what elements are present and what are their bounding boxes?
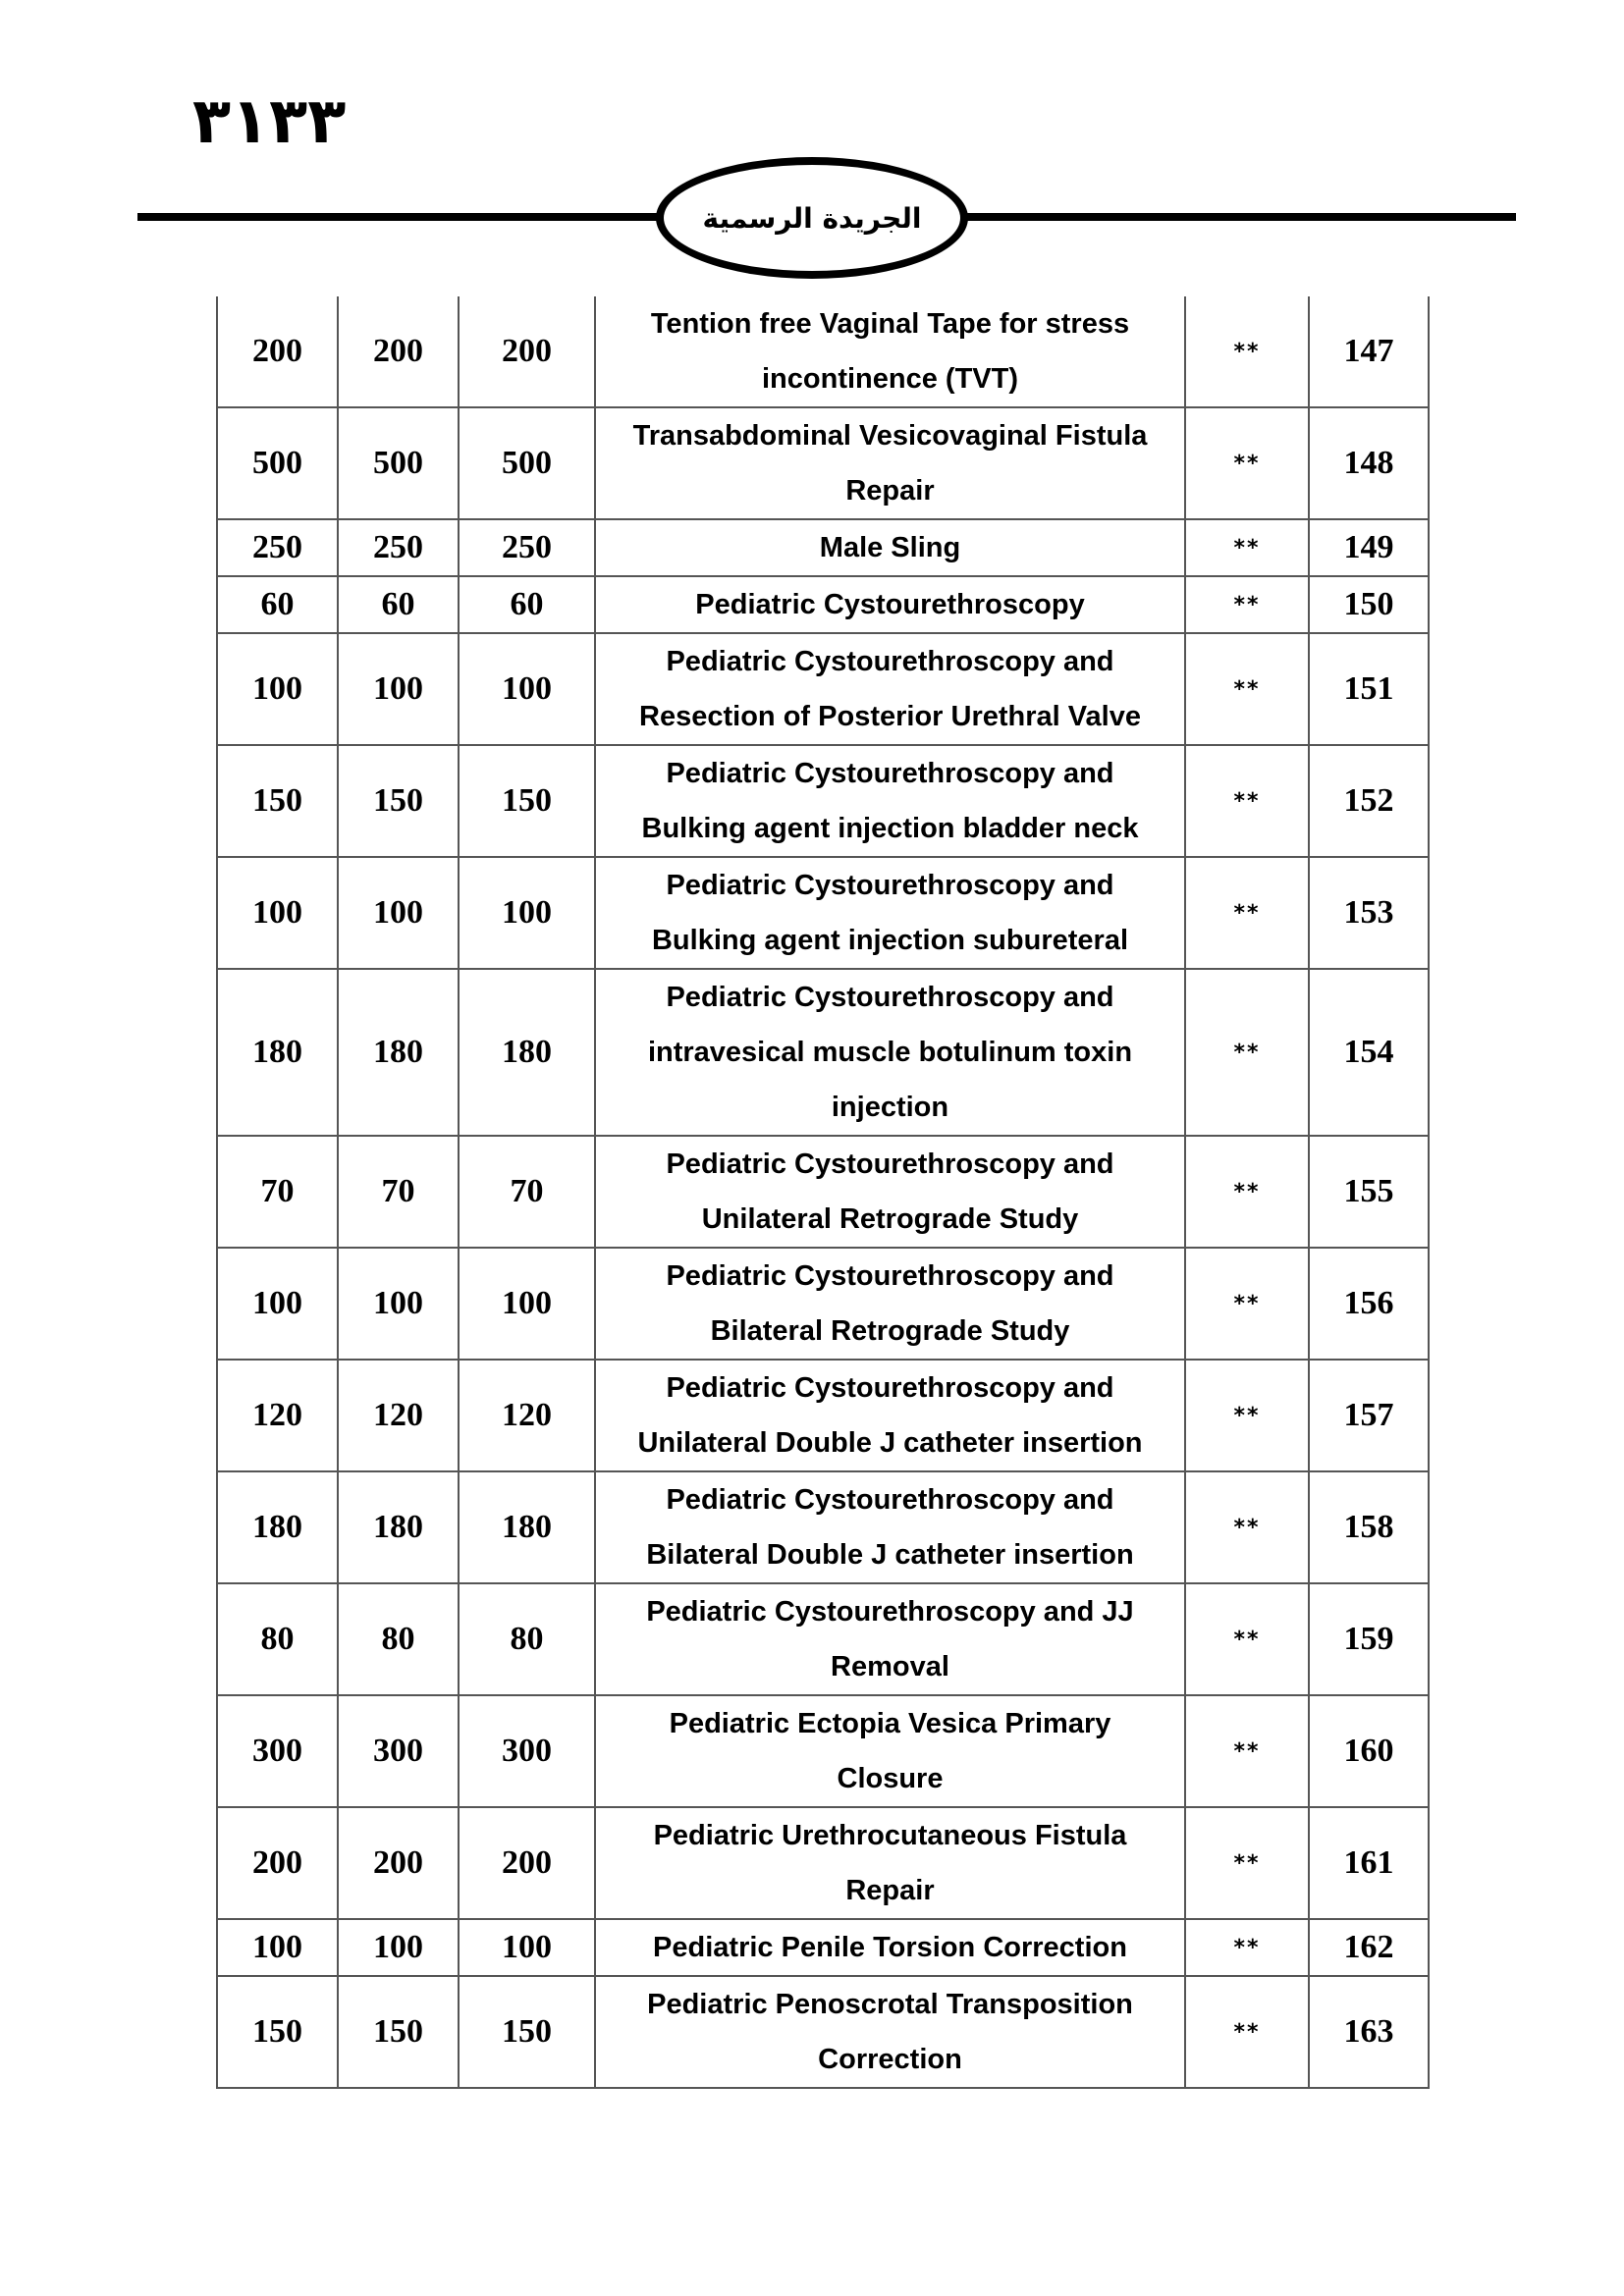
fee-cell-1: 120 xyxy=(217,1360,338,1471)
item-number: 149 xyxy=(1309,519,1429,576)
fee-cell-1: 200 xyxy=(217,296,338,407)
fee-cell-3: 100 xyxy=(459,1248,595,1360)
asterisk-mark: ** xyxy=(1185,407,1309,519)
item-number: 155 xyxy=(1309,1136,1429,1248)
asterisk-mark: ** xyxy=(1185,1583,1309,1695)
item-number: 162 xyxy=(1309,1919,1429,1976)
fee-cell-3: 150 xyxy=(459,745,595,857)
procedure-description xyxy=(595,1583,1185,1695)
table-row xyxy=(217,1471,1429,1583)
fee-cell-3: 80 xyxy=(459,1583,595,1695)
page-number: ٣١٣٣ xyxy=(192,85,347,158)
procedure-description-line: Removal xyxy=(831,1651,949,1682)
fee-cell-1: 60 xyxy=(217,576,338,633)
header-rule-left xyxy=(137,213,660,221)
fee-cell-3: 300 xyxy=(459,1695,595,1807)
fee-cell-1: 150 xyxy=(217,745,338,857)
fee-cell-3: 120 xyxy=(459,1360,595,1471)
procedure-description-line: Pediatric Cystourethroscopy and xyxy=(666,1484,1114,1516)
procedure-description-line: Pediatric Ectopia Vesica Primary xyxy=(669,1708,1111,1739)
procedure-description-line: Unilateral Retrograde Study xyxy=(701,1203,1079,1235)
fee-cell-2: 70 xyxy=(338,1136,459,1248)
asterisk-mark: ** xyxy=(1185,1695,1309,1807)
asterisk-mark: ** xyxy=(1185,1976,1309,2088)
fee-cell-1: 100 xyxy=(217,857,338,969)
procedure-description-line: injection xyxy=(831,1092,949,1123)
procedure-description xyxy=(595,1360,1185,1471)
procedure-description-line: Male Sling xyxy=(819,532,961,563)
procedure-description xyxy=(595,969,1185,1136)
table-row xyxy=(217,1695,1429,1807)
procedure-description-line: Pediatric Cystourethroscopy and xyxy=(666,982,1114,1013)
procedure-description xyxy=(595,296,1185,407)
table-row xyxy=(217,407,1429,519)
fee-cell-1: 150 xyxy=(217,1976,338,2088)
fee-cell-3: 60 xyxy=(459,576,595,633)
fee-cell-2: 200 xyxy=(338,296,459,407)
procedure-description-line: incontinence (TVT) xyxy=(762,363,1018,395)
procedure-description-line: Repair xyxy=(845,475,935,507)
item-number: 160 xyxy=(1309,1695,1429,1807)
fee-cell-2: 80 xyxy=(338,1583,459,1695)
item-number: 150 xyxy=(1309,576,1429,633)
table-row xyxy=(217,1583,1429,1695)
procedure-description xyxy=(595,633,1185,745)
fee-cell-2: 300 xyxy=(338,1695,459,1807)
fee-cell-2: 180 xyxy=(338,969,459,1136)
procedure-description-line: Pediatric Cystourethroscopy and xyxy=(666,1372,1114,1404)
fee-cell-2: 250 xyxy=(338,519,459,576)
fee-cell-3: 100 xyxy=(459,857,595,969)
procedure-description-line: Pediatric Cystourethroscopy and xyxy=(666,646,1114,677)
procedure-description-line: Closure xyxy=(837,1763,944,1794)
procedure-description xyxy=(595,1248,1185,1360)
procedure-description xyxy=(595,1807,1185,1919)
procedure-description-line: Transabdominal Vesicovaginal Fistula xyxy=(632,420,1148,452)
header-oval xyxy=(656,157,968,279)
fee-cell-1: 200 xyxy=(217,1807,338,1919)
fee-cell-3: 150 xyxy=(459,1976,595,2088)
procedure-description xyxy=(595,1136,1185,1248)
fee-cell-1: 250 xyxy=(217,519,338,576)
fee-cell-3: 180 xyxy=(459,969,595,1136)
table-row xyxy=(217,1248,1429,1360)
fee-cell-1: 80 xyxy=(217,1583,338,1695)
procedure-description xyxy=(595,745,1185,857)
procedure-description-line: Pediatric Cystourethroscopy and xyxy=(666,758,1114,789)
asterisk-mark: ** xyxy=(1185,296,1309,407)
fee-cell-2: 100 xyxy=(338,633,459,745)
publication-title: الجريدة الرسمية xyxy=(702,201,922,235)
procedure-description-line: Repair xyxy=(845,1875,935,1906)
asterisk-mark: ** xyxy=(1185,1919,1309,1976)
table-row xyxy=(217,1807,1429,1919)
table-row xyxy=(217,1976,1429,2088)
fee-cell-3: 180 xyxy=(459,1471,595,1583)
fee-cell-1: 180 xyxy=(217,969,338,1136)
item-number: 157 xyxy=(1309,1360,1429,1471)
fee-cell-1: 500 xyxy=(217,407,338,519)
table-row xyxy=(217,969,1429,1136)
asterisk-mark: ** xyxy=(1185,745,1309,857)
item-number: 151 xyxy=(1309,633,1429,745)
procedure-description-line: intravesical muscle botulinum toxin xyxy=(647,1037,1133,1068)
item-number: 154 xyxy=(1309,969,1429,1136)
asterisk-mark: ** xyxy=(1185,1360,1309,1471)
item-number: 158 xyxy=(1309,1471,1429,1583)
fee-cell-1: 100 xyxy=(217,1919,338,1976)
procedure-description xyxy=(595,1695,1185,1807)
procedure-description-line: Pediatric Cystourethroscopy and xyxy=(666,1260,1114,1292)
item-number: 159 xyxy=(1309,1583,1429,1695)
fee-cell-2: 150 xyxy=(338,745,459,857)
table-row xyxy=(217,576,1429,633)
table-row xyxy=(217,296,1429,407)
procedure-description-line: Correction xyxy=(818,2044,962,2075)
item-number: 152 xyxy=(1309,745,1429,857)
procedure-description-line: Bulking agent injection bladder neck xyxy=(641,813,1139,844)
procedure-description-line: Pediatric Urethrocutaneous Fistula xyxy=(653,1820,1127,1851)
procedure-description xyxy=(595,519,1185,576)
fee-cell-2: 500 xyxy=(338,407,459,519)
procedure-description-line: Pediatric Cystourethroscopy and xyxy=(666,870,1114,901)
fee-cell-2: 60 xyxy=(338,576,459,633)
fee-cell-3: 70 xyxy=(459,1136,595,1248)
procedure-description-line: Pediatric Penoscrotal Transposition xyxy=(647,1989,1133,2020)
fee-cell-2: 150 xyxy=(338,1976,459,2088)
asterisk-mark: ** xyxy=(1185,1807,1309,1919)
procedure-description-line: Bulking agent injection subureteral xyxy=(651,925,1128,956)
procedure-description xyxy=(595,1919,1185,1976)
fee-cell-2: 120 xyxy=(338,1360,459,1471)
table-row xyxy=(217,633,1429,745)
procedure-description-line: Bilateral Retrograde Study xyxy=(710,1315,1070,1347)
fee-cell-2: 100 xyxy=(338,1919,459,1976)
procedure-description xyxy=(595,1976,1185,2088)
item-number: 163 xyxy=(1309,1976,1429,2088)
item-number: 161 xyxy=(1309,1807,1429,1919)
asterisk-mark: ** xyxy=(1185,1248,1309,1360)
item-number: 156 xyxy=(1309,1248,1429,1360)
procedure-description-line: Pediatric Cystourethroscopy xyxy=(695,589,1085,620)
fees-table-body xyxy=(217,296,1429,2088)
item-number: 148 xyxy=(1309,407,1429,519)
fee-cell-3: 200 xyxy=(459,296,595,407)
procedure-description-line: Resection of Posterior Urethral Valve xyxy=(639,701,1141,732)
asterisk-mark: ** xyxy=(1185,519,1309,576)
fee-cell-3: 100 xyxy=(459,633,595,745)
procedure-description xyxy=(595,407,1185,519)
asterisk-mark: ** xyxy=(1185,576,1309,633)
fee-cell-1: 180 xyxy=(217,1471,338,1583)
item-number: 147 xyxy=(1309,296,1429,407)
procedure-description-line: Tention free Vaginal Tape for stress xyxy=(650,308,1130,340)
procedure-description-line: Pediatric Cystourethroscopy and JJ xyxy=(646,1596,1134,1628)
table-row xyxy=(217,519,1429,576)
asterisk-mark: ** xyxy=(1185,633,1309,745)
fees-table xyxy=(216,296,1430,2089)
procedure-description-line: Bilateral Double J catheter insertion xyxy=(646,1539,1134,1571)
fee-cell-2: 200 xyxy=(338,1807,459,1919)
fee-cell-3: 500 xyxy=(459,407,595,519)
fee-cell-3: 250 xyxy=(459,519,595,576)
procedure-description xyxy=(595,857,1185,969)
fee-cell-1: 300 xyxy=(217,1695,338,1807)
procedure-description xyxy=(595,576,1185,633)
asterisk-mark: ** xyxy=(1185,857,1309,969)
table-row xyxy=(217,857,1429,969)
fee-cell-1: 100 xyxy=(217,633,338,745)
fee-cell-2: 180 xyxy=(338,1471,459,1583)
table-row xyxy=(217,1919,1429,1976)
table-row xyxy=(217,1136,1429,1248)
fee-cell-2: 100 xyxy=(338,857,459,969)
fee-cell-1: 100 xyxy=(217,1248,338,1360)
asterisk-mark: ** xyxy=(1185,1136,1309,1248)
procedure-description-line: Pediatric Penile Torsion Correction xyxy=(653,1932,1127,1963)
procedure-description-line: Unilateral Double J catheter insertion xyxy=(637,1427,1143,1459)
procedure-description xyxy=(595,1471,1185,1583)
header-rule-right xyxy=(964,213,1516,221)
fee-cell-3: 100 xyxy=(459,1919,595,1976)
item-number: 153 xyxy=(1309,857,1429,969)
procedure-description-line: Pediatric Cystourethroscopy and xyxy=(666,1148,1114,1180)
fee-cell-2: 100 xyxy=(338,1248,459,1360)
asterisk-mark: ** xyxy=(1185,969,1309,1136)
fee-cell-1: 70 xyxy=(217,1136,338,1248)
asterisk-mark: ** xyxy=(1185,1471,1309,1583)
fee-cell-3: 200 xyxy=(459,1807,595,1919)
table-row xyxy=(217,745,1429,857)
table-row xyxy=(217,1360,1429,1471)
